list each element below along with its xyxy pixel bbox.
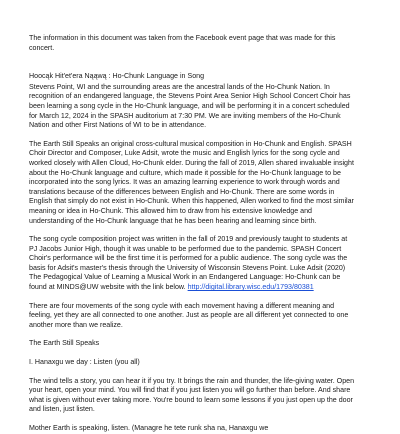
intro-paragraph: Stevens Point, WI and the surrounding areas are the ancestral lands of the Ho-Chunk Nation. In recognition of an endangered language, the Stevens Point Area Senior High School Concert Choir has been learning a song cycle in the Ho-Chunk language, and will be performing it in a concert scheduled for March 12, 2024 in the SPASH auditorium at 7:30 PM. We are inviting members of the Ho-Chunk Nation and other First Nations of WI to be in attendance. xyxy=(29,82,351,130)
work-title: The Earth Still Speaks xyxy=(29,339,100,348)
movement-1-title: I. Hanaxgu we day : Listen (you all) xyxy=(29,358,140,367)
earth-still-speaks-paragraph: The Earth Still Speaks an original cross-cultural musical composition in Ho-Chunk and English. SPASH Choir Director and Composer, Luke Adsit, wrote the music and English lyrics for the song cycle and worked closely with Allen Cloud, Ho-Chunk elder. During the fall of 2019, Allen shared invaluable insight about the Ho-Chunk language and culture, which made it possible for the Ho-Chunk language to be incorporated into the song lyrics. It was an amazing learning experience to work through words and translations because of the differences between English and Ho-Chunk. There are some words in English that simply do not exist in Ho-Chunk. When this happened, Allen worked to find the most similar meaning or idea in Ho-Chunk. This allowed him to draw from his extensive knowledge and understanding of the Ho-Chunk language that he has been hearing and learning since birth. xyxy=(29,139,354,225)
movements-paragraph: There are four movements of the song cycle with each movement having a different meaning and feeling, yet they are all connected to one another. Just as people are all different yet connected to one another more than we realize. xyxy=(29,301,349,329)
mother-earth-line: Mother Earth is speaking, listen. (Managre he tete runk sha na, Hanaxgu we xyxy=(29,424,269,432)
thesis-link[interactable]: http://digital.library.wisc.edu/1793/80381 xyxy=(187,283,314,292)
project-paragraph xyxy=(29,235,356,293)
source-note: The information in this document was taken from the Facebook event page that was made for this concert. xyxy=(29,34,336,52)
document-title: Hoocąk Hit'et'era Nąąwą : Ho-Chunk Language in Song xyxy=(29,72,205,81)
wind-paragraph: The wind tells a story, you can hear it if you try. It brings the rain and thunder, the life-giving water. Open your heart, open your mind. You will find that if you just listen you will go further than before. And share what is given without ever taking more. You're bound to learn some lessons if you just open up the door and listen, just listen. xyxy=(29,376,355,414)
project-paragraph-text: The song cycle composition project was written in the fall of 2019 and previously taught to students at PJ Jacobs Junior High, though it was unable to be performed due to the pandemic. SPASH Concert Choir's performance will be the first time it is performed for a public audience. The song cycle was the basis for Adsit's master's thesis through the University of Wisconsin Stevens Point. Luke Adsit (2020) The Pedagogical Value of Learning a Musical Work in an Endangered Language: Ho-Chunk can be found at MINDS@UW website with the link below. xyxy=(29,235,348,292)
